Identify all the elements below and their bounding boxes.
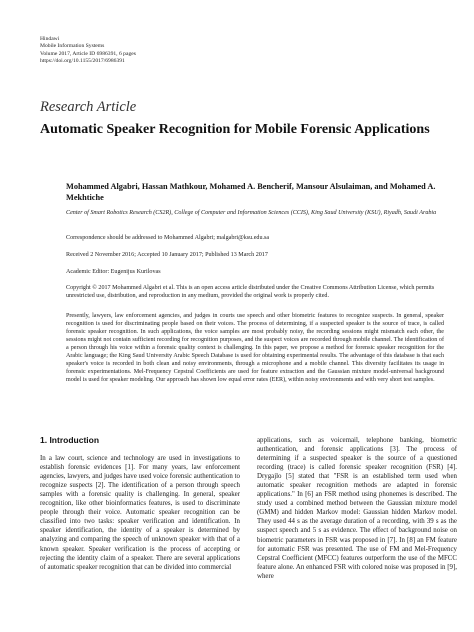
abstract: Presently, lawyers, law enforcement agencies, and judges in courts use speech and other biometric features to recognize suspects. In general, speaker recognition is used for discriminating people based on their voices. The process of determining, if a suspected speaker is the source of trace, is called forensic speaker recognition. In such applications, the voice samples are most probably noisy, the recording sessions might mismatch each other, the sessions might not contain sufficient recording for recognition purposes, and the suspect voices are recorded through mobile channel. The identification of a person through his voice within a forensic quality context is challenging. In this paper, we propose a method for forensic speaker recognition for the Arabic language; the King Saud University Arabic Speech Database is used for obtaining experimental results. The advantage of this database is that each speaker's voice is recorded in both clean and noisy environments, through a microphone and a mobile channel. This diversity facilitates its usage in forensic experimentations. Mel-Frequency Cepstral Coefficients are used for feature extraction and the Gaussian mixture model-universal background model is used for speaker modeling. Our approach has shown low equal error rates (EER), within noisy environments and with very short test samples. xyxy=(66,313,444,384)
body-column-right xyxy=(257,436,457,581)
journal-header xyxy=(40,36,136,65)
article-type: Research Article xyxy=(40,99,137,115)
copyright-notice: Copyright © 2017 Mohammed Algabri et al. This is an open access article distributed under the Creative Commons Attribution License, which permits unrestricted use, distribution, and reproduction in any medium, provided the original work is properly cited. xyxy=(66,285,435,299)
journal-name: Mobile Information Systems xyxy=(40,43,105,50)
paragraph: In a law court, science and technology are used in investigations to establish forensic evidences [1]. For many years, law enforcement agencies, lawyers, and judges have used voice forensic authentication to recognize suspects [2]. The identification of a person through speech samples with a forensic quality is challenging. In general, speaker recognition, like other bioinformatics features, is used to discriminate people through their voice. Automatic speaker recognition can be classified into two tasks: speaker verification and identification. In speaker identification, the identity of a speaker is determined by analyzing and comparing the speech of unknown speaker with that of a known speaker. Speaker verification is the process of accepting or rejecting the identity claim of a speaker. There are several applications of automatic speaker recognition that can be divided into commercial xyxy=(40,455,240,571)
correspondence: Correspondence should be addressed to Mohammed Algabri; malgabri@ksu.edu.sa xyxy=(66,235,270,241)
body-column-left xyxy=(40,436,240,572)
section-heading-introduction: 1. Introduction xyxy=(40,435,100,445)
paragraph: applications, such as voicemail, telephone banking, biometric authentication, and forensic applications [3]. The process of determining if a suspected speaker is the source of a questioned recording (trace) is called forensic speaker recognition (FSR) [4]. Drygajlo [5] stated that "FSR is an established term used when automatic speaker recognition methods are adapted in forensic applications." In [6] an FSR method using phonemes is described. The study used a combined method between the Gaussian mixture model (GMM) and hidden Markov model: Gaussian hidden Markov model. They used 44 s as the average duration of a recording, with 39 s as the suspect speech and 5 s as evidence. The effect of background noise on biometric parameters in FSR was proposed in [7]. In [8] an FM feature for automatic FSR was presented. The use of FM and Mel-Frequency Cepstral Coefficient (MFCC) features outperform the use of the MFCC feature alone. An enhanced FSR with colored noise was proposed in [9], where xyxy=(257,437,457,580)
volume-info: Volume 2017, Article ID 6986391, 6 pages xyxy=(40,50,136,57)
academic-editor: Academic Editor: Eugenijus Kurilovas xyxy=(66,269,161,275)
author-list: Mohammed Algabri, Hassan Mathkour, Mohamed A. Bencherif, Mansour Alsulaiman, and Mohamed A. Mekhtiche xyxy=(66,182,436,202)
doi-link[interactable]: https://doi.org/10.1155/2017/6986391 xyxy=(40,57,125,64)
affiliation: Center of Smart Robotics Research (CS2R), College of Computer and Information Sciences (CCIS), King Saud University (KSU), Riyadh, Saudi Arabia xyxy=(66,210,437,216)
publisher-name: Hindawi xyxy=(40,36,60,42)
publication-dates: Received 2 November 2016; Accepted 10 January 2017; Published 13 March 2017 xyxy=(66,252,268,258)
article-title: Automatic Speaker Recognition for Mobile Forensic Applications xyxy=(40,122,430,137)
